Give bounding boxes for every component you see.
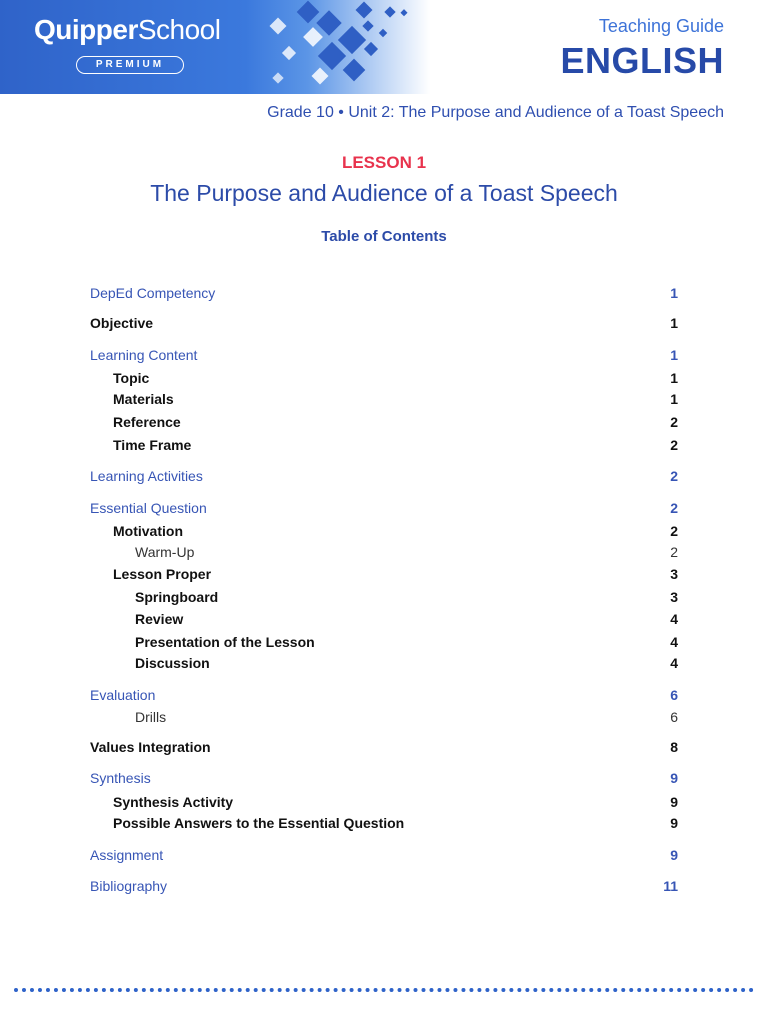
toc-entry-label: Synthesis Activity <box>113 794 234 810</box>
toc-entry-label: Bibliography <box>90 878 168 894</box>
toc-entry-label: Essential Question <box>90 500 207 516</box>
toc-entry-label: DepEd Competency <box>90 285 216 301</box>
toc-entry-label: Materials <box>113 391 174 407</box>
toc-entry-page: 6 <box>670 687 678 703</box>
toc-entry-page: 8 <box>670 739 678 755</box>
toc-entry-page: 1 <box>670 285 678 301</box>
toc-entry-label: Springboard <box>135 589 219 605</box>
toc-entry-label: Topic <box>113 370 150 386</box>
toc-entry-page: 2 <box>670 544 678 560</box>
toc-entry-review[interactable] <box>135 609 678 629</box>
toc-entry-presentation-of-the-lesson[interactable] <box>135 632 678 652</box>
toc-entry-page: 4 <box>670 634 678 650</box>
guide-label: Teaching Guide <box>598 16 724 36</box>
toc-entry-page: 3 <box>670 566 678 582</box>
toc-entry-label: Reference <box>113 414 181 430</box>
toc-entry-page: 2 <box>670 437 678 453</box>
toc-entry-page: 1 <box>670 370 678 386</box>
toc-entry-page: 3 <box>670 589 678 605</box>
logo-text-light: School <box>137 14 221 45</box>
toc-entry-label: Discussion <box>135 655 210 671</box>
toc-entry-evaluation[interactable] <box>90 685 678 705</box>
lesson-label: LESSON 1 <box>341 153 427 172</box>
toc-entry-reference[interactable] <box>113 412 678 432</box>
toc-entry-page: 2 <box>670 523 678 539</box>
toc-entry-label: Synthesis <box>90 770 151 786</box>
guide-subject: ENGLISH <box>560 40 724 81</box>
toc-entry-label: Time Frame <box>113 437 192 453</box>
toc-entry-page: 1 <box>670 391 678 407</box>
toc-entry-values-integration[interactable] <box>90 737 678 757</box>
toc-entry-label: Motivation <box>113 523 183 539</box>
toc-entry-synthesis-activity[interactable] <box>113 792 678 812</box>
toc-entry-synthesis[interactable] <box>90 768 678 788</box>
toc-entry-label: Review <box>135 611 184 627</box>
toc-entry-page: 4 <box>670 611 678 627</box>
toc-entry-label: Values Integration <box>90 739 211 755</box>
toc-entry-lesson-proper[interactable] <box>113 564 678 584</box>
toc-title: Table of Contents <box>321 228 447 245</box>
toc-entry-topic[interactable] <box>113 368 678 388</box>
toc-entry-page: 9 <box>670 815 678 831</box>
toc-entry-objective[interactable] <box>90 313 678 333</box>
toc-entry-label: Learning Activities <box>90 468 203 484</box>
page-header <box>0 0 768 94</box>
toc-entry-discussion[interactable] <box>135 653 678 673</box>
toc-entry-drills[interactable] <box>135 707 678 727</box>
toc-entry-page: 2 <box>670 414 678 430</box>
unit-line: Grade 10 • Unit 2: The Purpose and Audience of a Toast Speech <box>267 104 724 121</box>
toc-entry-page: 2 <box>670 500 678 516</box>
premium-badge: PREMIUM <box>76 56 184 74</box>
toc-entry-motivation[interactable] <box>113 521 678 541</box>
diamond-pattern-icon <box>262 0 422 94</box>
toc-entry-page: 4 <box>670 655 678 671</box>
toc-entry-page: 9 <box>670 847 678 863</box>
toc-entry-label: Drills <box>135 709 167 725</box>
toc-entry-time-frame[interactable] <box>113 435 678 455</box>
toc-entry-label: Learning Content <box>90 347 198 363</box>
toc-entry-page: 1 <box>670 315 678 331</box>
toc-entry-label: Assignment <box>90 847 164 863</box>
toc-entry-essential-question[interactable] <box>90 498 678 518</box>
toc-entry-label: Warm-Up <box>135 544 195 560</box>
quipper-school-logo <box>34 14 220 46</box>
toc-entry-page: 9 <box>670 794 678 810</box>
toc-entry-page: 6 <box>670 709 678 725</box>
toc-entry-label: Possible Answers to the Essential Question <box>113 815 405 831</box>
toc-entry-page: 11 <box>663 878 678 894</box>
toc-entry-label: Lesson Proper <box>113 566 212 582</box>
logo-text-bold: Quipper <box>34 14 138 45</box>
toc-entry-bibliography[interactable] <box>90 876 678 896</box>
toc-entry-label: Objective <box>90 315 154 331</box>
toc-entry-assignment[interactable] <box>90 845 678 865</box>
footer-dotted-divider <box>14 988 754 992</box>
toc-entry-label: Presentation of the Lesson <box>135 634 315 650</box>
toc-entry-springboard[interactable] <box>135 587 678 607</box>
toc-entry-page: 9 <box>670 770 678 786</box>
toc-entry-materials[interactable] <box>113 389 678 409</box>
toc-entry-learning-content[interactable] <box>90 345 678 365</box>
toc-entry-deped-competency[interactable] <box>90 283 678 303</box>
toc-entry-label: Evaluation <box>90 687 156 703</box>
toc-entry-warm-up[interactable] <box>135 542 678 562</box>
toc-entry-page: 2 <box>670 468 678 484</box>
toc-entry-page: 1 <box>670 347 678 363</box>
toc-entry-possible-answers[interactable] <box>113 813 678 833</box>
lesson-title: The Purpose and Audience of a Toast Speech <box>150 180 618 206</box>
toc-entry-learning-activities[interactable] <box>90 466 678 486</box>
